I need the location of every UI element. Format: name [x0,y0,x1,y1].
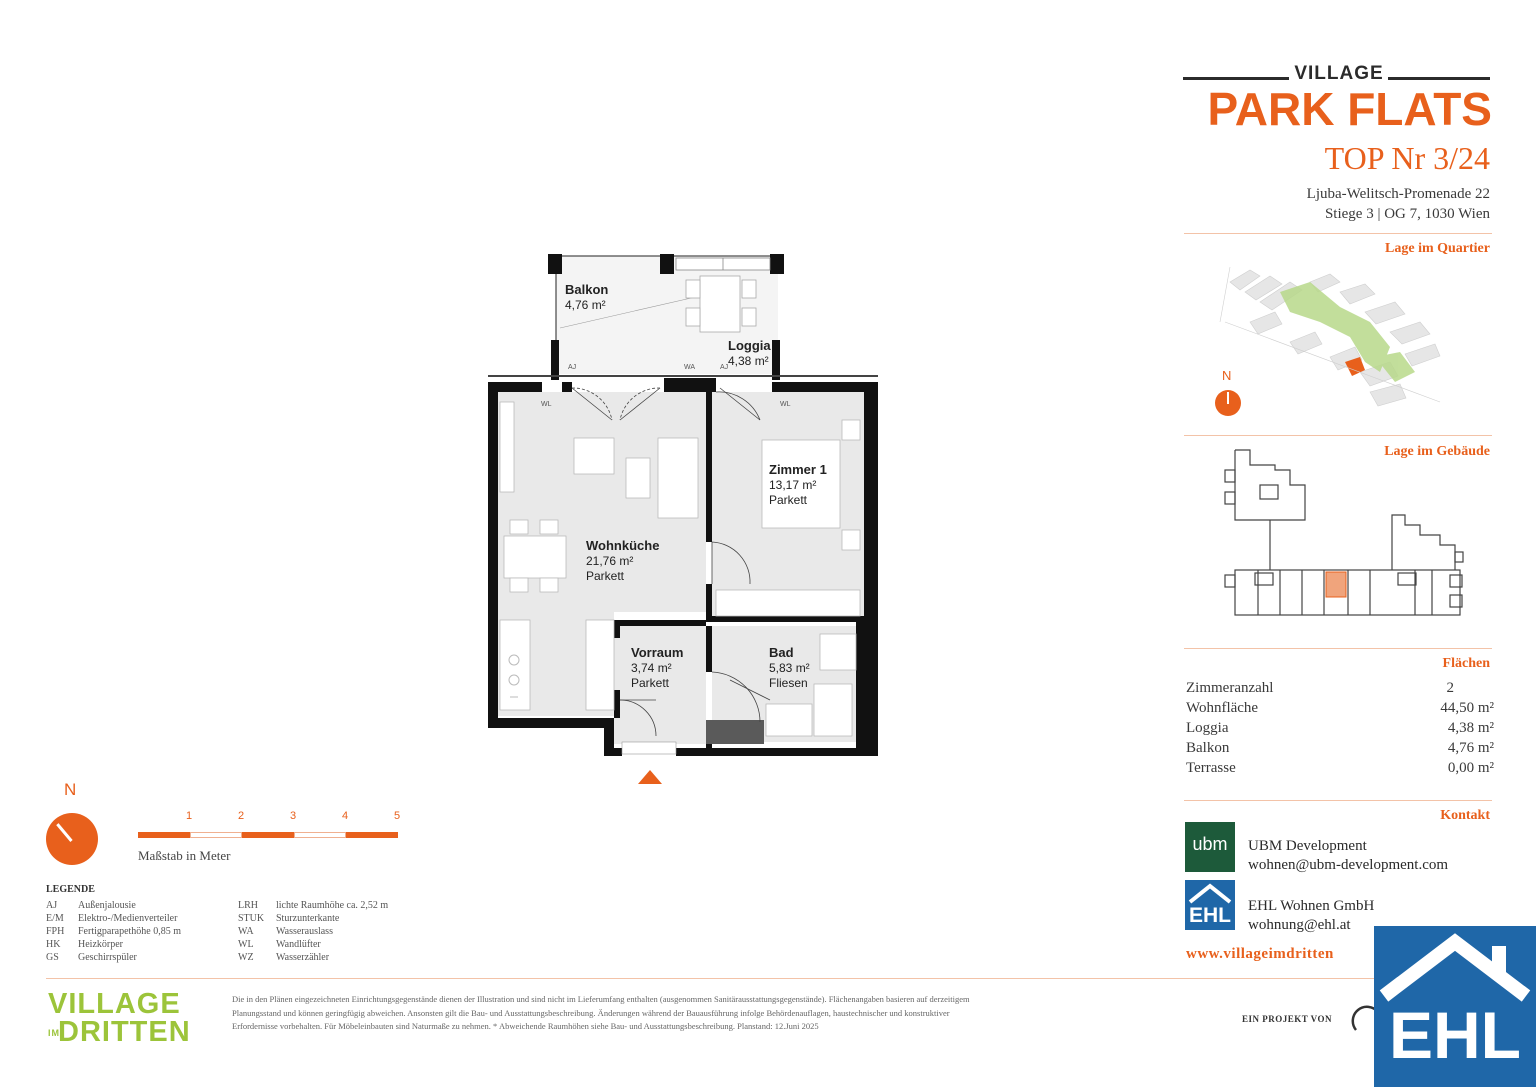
ehl-badge: EHL [1374,926,1536,1087]
section-quarter-title: Lage im Quartier [1385,241,1490,256]
scale-label: Maßstab in Meter [138,848,231,863]
building-position-plan [1220,440,1470,625]
mark-aj: AJ [568,364,577,371]
unit-highlight [1326,572,1346,597]
divider [1184,233,1492,234]
footer-divider [46,978,1376,979]
entrance-arrow-icon [638,770,662,784]
mark-wa: WA [684,364,696,371]
legend-title: LEGENDE [46,884,95,895]
contact-ubm-email[interactable]: wohnen@ubm-development.com [1248,857,1449,873]
section-building-title: Lage im Gebäude [1384,444,1490,459]
divider [1184,435,1492,436]
section-areas-title: Flächen [1442,656,1490,671]
floor-plan [480,240,900,800]
quarter-north-label: N [1222,368,1232,383]
disclaimer: Die in den Plänen eingezeichneten Einrichtungsgegenstände dienen der Illustration und sind nicht im Lieferumfang enthalten (ausgenommen Sanitärausstattungsgegenstände). Flächenangaben basieren auf derzeitigem Planungsstand und können geringfügig abweichen. Ansonsten gilt die Bau- und Ausstattungsbeschreibung. Änderungen während der Bauausführung infolge Behördenauflagen, haustechnischer und konstruktiver Erfordernisse vorbehalten. Für Möbeleinbauten sind Naturmaße zu nehmen. * Abweichende Raumhöhen siehe Bau- und Ausstattungsbeschreibung. Planstand: 12.Juni 2025 [232,994,970,1031]
area-row: Balkon 4,76 m² [1186,740,1494,756]
section-contact-title: Kontakt [1440,808,1490,823]
compass-icon [46,813,98,865]
quarter-compass-icon [1215,390,1241,416]
website-link[interactable]: www.villageimdritten [1186,946,1334,962]
divider [1184,800,1492,801]
brand-main: PARK FLATS [1207,83,1492,135]
scale-ticks: 1 2 3 4 5 [186,810,401,822]
room-label-bad: Bad 5,83 m² Fliesen [769,645,810,690]
contact-ehl-name: EHL Wohnen GmbH [1248,898,1375,914]
area-row: Loggia 4,38 m² [1186,720,1494,736]
ubm-logo: ubm [1185,822,1235,872]
brand-top: VILLAGE [1294,63,1384,84]
area-row: Wohnfläche 44,50 m² [1186,700,1494,716]
ehl-logo: EHL [1185,880,1235,930]
room-label-wohnkueche: Wohnküche 21,76 m² Parkett [586,538,660,583]
room-label-zimmer: Zimmer 1 13,17 m² Parkett [769,462,827,507]
mark-wl: WL [780,401,791,408]
contact-ehl-email[interactable]: wohnung@ehl.at [1248,917,1351,933]
room-label-balkon: Balkon 4,76 m² [565,282,609,312]
area-row: Terrasse 0,00 m² [1186,760,1494,776]
scale-bar [138,832,398,838]
area-row: Zimmeranzahl 2 [1186,680,1454,696]
address-line-2: Stiege 3 | OG 7, 1030 Wien [1324,206,1490,222]
room-label-vorraum: Vorraum 3,74 m² Parkett [631,645,684,690]
project-by-label: EIN PROJEKT VON [1242,1014,1333,1024]
village-im-dritten-logo: VILLAGE IMDRITTEN [48,988,191,1048]
contact-ubm-name: UBM Development [1248,838,1367,854]
divider [1184,648,1492,649]
mark-aj: AJ [720,364,729,371]
unit-number: TOP Nr 3/24 [1324,140,1490,176]
header-rule-left [1183,77,1289,80]
address-line-1: Ljuba-Welitsch-Promenade 22 [1306,186,1490,202]
room-label-loggia: Loggia 4,38 m² [728,338,771,368]
north-label: N [64,780,77,799]
mark-wl: WL [541,401,552,408]
header-rule-right [1388,77,1490,80]
